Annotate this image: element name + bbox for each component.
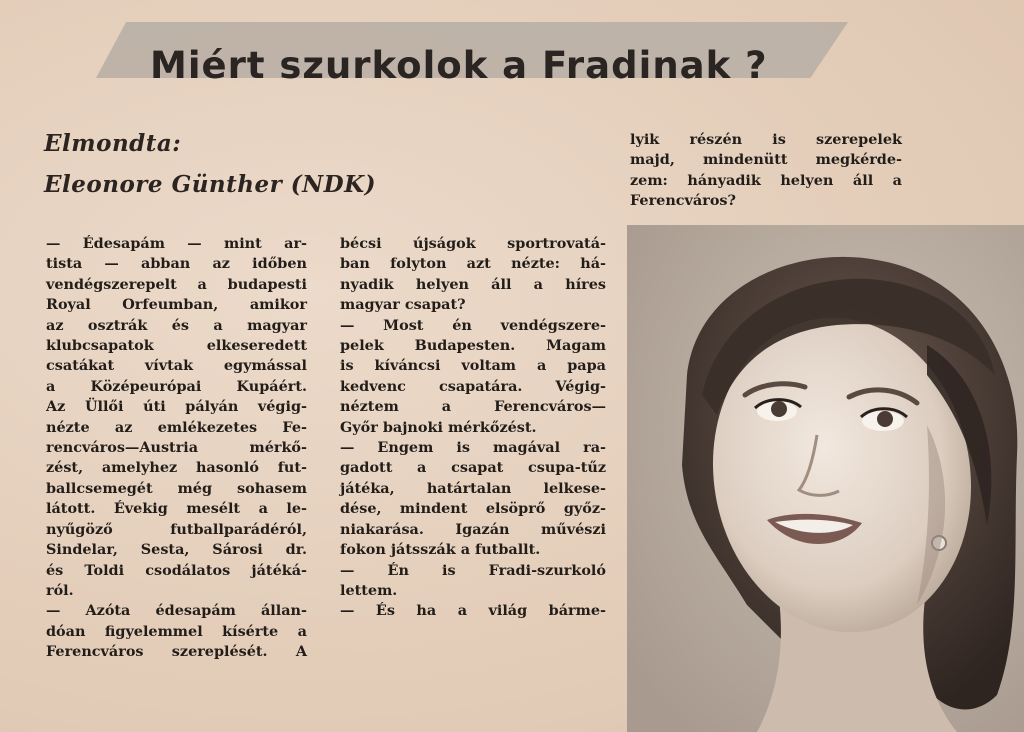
text-line: és Toldi csodálatos játéká- bbox=[46, 561, 307, 579]
text-line: nyűgöző futballparádéról, bbox=[46, 520, 307, 538]
text-line: ballcsemegét még sohasem bbox=[46, 479, 307, 497]
text-line: — Édesapám — mint ar- bbox=[46, 235, 307, 252]
text-line: Az Üllői úti pályán végig- bbox=[46, 398, 307, 416]
text-line: — Azóta édesapám állan- bbox=[46, 602, 307, 620]
text-line: a Középeurópai Kupáért. bbox=[46, 377, 307, 395]
text-line: lettem. bbox=[340, 581, 398, 599]
text-line: nyadik helyen áll a híres bbox=[340, 275, 606, 293]
text-line: ban folyton azt nézte: há- bbox=[340, 255, 606, 273]
text-line: Royal Orfeumban, amikor bbox=[46, 296, 307, 314]
text-line: dóan figyelemmel kísérte a bbox=[46, 622, 307, 640]
text-line: Sindelar, Sesta, Sárosi dr. bbox=[46, 541, 307, 559]
text-line: — Engem is magával ra- bbox=[340, 439, 606, 457]
article-title: Miért szurkolok a Fradinak ? bbox=[150, 44, 768, 87]
text-line: játéka, határtalan lelkese- bbox=[340, 479, 606, 497]
text-column-2 bbox=[340, 234, 606, 622]
text-line: csatákat vívtak egymással bbox=[46, 357, 307, 375]
text-line: zem: hányadik helyen áll a bbox=[630, 171, 902, 189]
byline-label: Elmondta: bbox=[44, 130, 182, 157]
text-line: tista — abban az időben bbox=[46, 255, 307, 273]
text-line: néztem a Ferencváros— bbox=[340, 398, 606, 416]
text-column-1 bbox=[46, 234, 307, 663]
text-line: — Én is Fradi-szurkoló bbox=[340, 561, 606, 579]
text-line: majd, mindenütt megkérde- bbox=[630, 151, 902, 169]
text-line: is kíváncsi voltam a papa bbox=[340, 357, 606, 375]
text-column-3 bbox=[630, 130, 902, 212]
text-line: Ferencváros? bbox=[630, 192, 736, 210]
portrait-illustration bbox=[627, 225, 1024, 732]
portrait-photo bbox=[627, 225, 1024, 732]
text-line: magyar csapat? bbox=[340, 296, 466, 314]
text-line: látott. Évekig mesélt a le- bbox=[46, 500, 307, 518]
text-line: niakarása. Igazán művészi bbox=[340, 520, 606, 538]
text-line: zést, amelyhez hasonló fut- bbox=[46, 459, 307, 477]
text-line: gadott a csapat csupa-tűz bbox=[340, 459, 606, 477]
text-line: ról. bbox=[46, 581, 74, 599]
text-line: pelek Budapesten. Magam bbox=[340, 337, 606, 355]
text-line: nézte az emlékezetes Fe- bbox=[46, 418, 307, 436]
text-line: klubcsapatok elkeseredett bbox=[46, 337, 307, 355]
text-line: fokon játsszák a futballt. bbox=[340, 541, 541, 559]
text-line: — És ha a világ bárme- bbox=[340, 602, 606, 620]
text-line: Ferencváros szereplését. A bbox=[46, 643, 307, 661]
text-line: Győr bajnoki mérkőzést. bbox=[340, 418, 537, 436]
text-line: kedvenc csapatára. Végig- bbox=[340, 377, 606, 395]
byline-name: Eleonore Günther (NDK) bbox=[44, 171, 376, 198]
text-line: — Most én vendégszere- bbox=[340, 316, 606, 334]
text-line: lyik részén is szerepelek bbox=[630, 131, 902, 148]
text-line: vendégszerepelt a budapesti bbox=[46, 275, 307, 293]
text-line: dése, mindent elsöprő győz- bbox=[340, 500, 606, 518]
text-line: bécsi újságok sportrovatá- bbox=[340, 235, 606, 252]
text-line: rencváros—Austria mérkő- bbox=[46, 439, 307, 457]
text-line: az osztrák és a magyar bbox=[46, 316, 307, 334]
